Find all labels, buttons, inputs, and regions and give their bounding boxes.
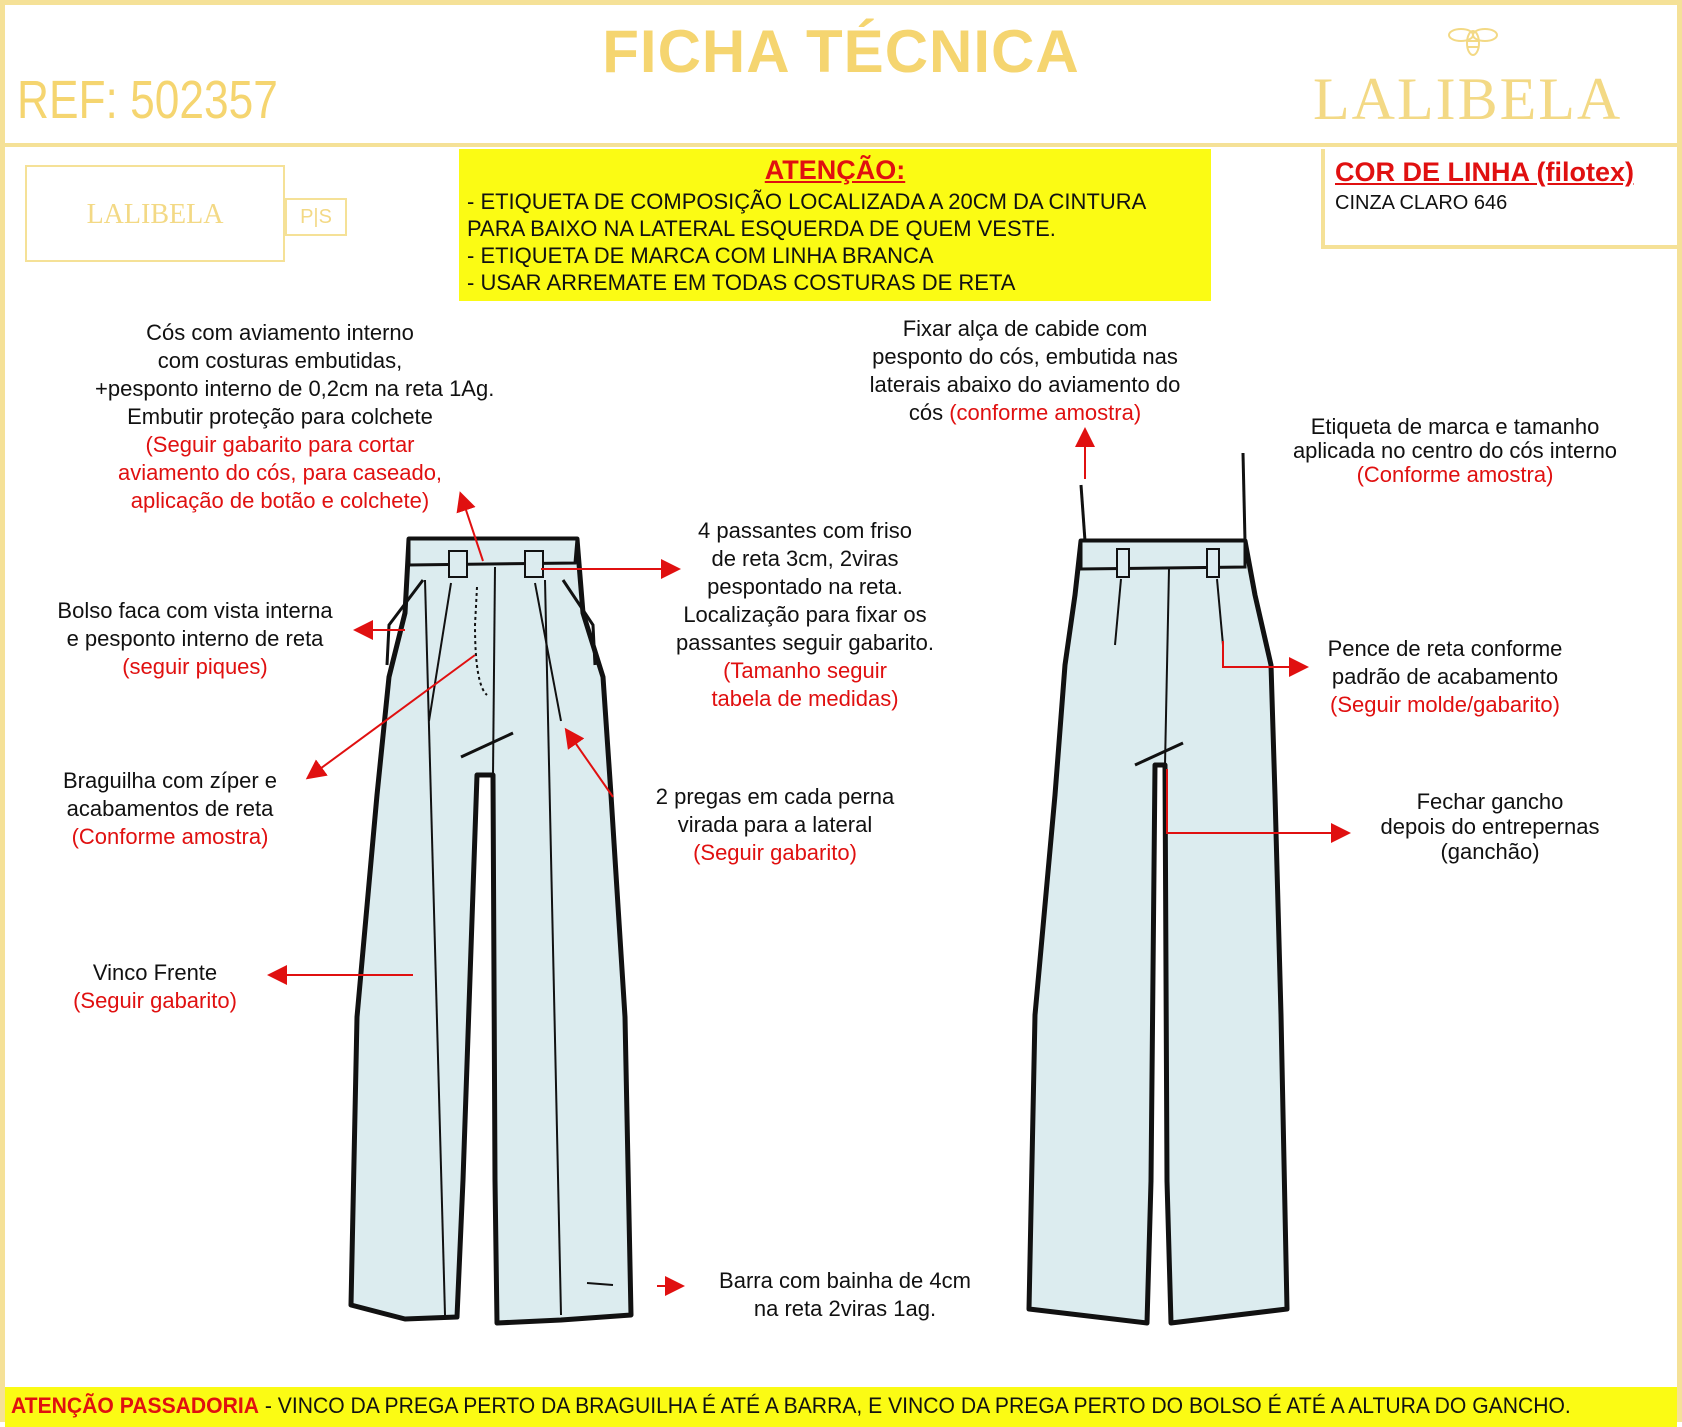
note-line [845, 399, 1205, 427]
crotch-note [1345, 789, 1635, 864]
note-line: (Seguir gabarito) [693, 840, 857, 865]
hanger-loop-note [845, 315, 1205, 427]
belt-loops-note [655, 517, 955, 713]
note-line: 4 passantes com friso [698, 518, 912, 543]
note-line: passantes seguir gabarito. [675, 630, 935, 655]
note-segment: cós [908, 400, 950, 425]
note-line: aplicada no centro do cós interno [1292, 438, 1618, 463]
note-line: com costuras embutidas, [157, 348, 403, 373]
attention-line: PARA BAIXO NA LATERAL ESQUERDA DE QUEM VESTE. [467, 216, 1056, 241]
footer-note [11, 1393, 1571, 1419]
footer-title: ATENÇÃO PASSADORIA [11, 1393, 259, 1418]
note-line: depois do entrepernas [1380, 814, 1600, 839]
attention-line: - ETIQUETA DE COMPOSIÇÃO LOCALIZADA A 20CM DA CINTURA [467, 189, 1147, 214]
note-line: (Seguir gabarito para cortar [145, 432, 415, 457]
hem-note [695, 1267, 995, 1323]
dart-note [1305, 635, 1585, 719]
note-line: Pence de reta conforme [1327, 636, 1563, 661]
note-line: (seguir piques) [122, 654, 268, 679]
note-line: Etiqueta de marca e tamanho [1310, 414, 1600, 439]
note-line: padrão de acabamento [1331, 664, 1559, 689]
note-line: Fechar gancho [1416, 789, 1564, 814]
note-segment: (conforme amostra) [949, 400, 1142, 425]
note-line: (Conforme amostra) [1356, 462, 1554, 487]
note-line: Fixar alça de cabide com [902, 316, 1148, 341]
note-line: (Tamanho seguir [723, 658, 887, 683]
label-brand: LALIBELA [86, 199, 224, 230]
attention-line: - ETIQUETA DE MARCA COM LINHA BRANCA [467, 243, 934, 268]
note-line: Localização para fixar os [683, 602, 927, 627]
note-line: e pesponto interno de reta [66, 626, 324, 651]
note-line: 2 pregas em cada perna [655, 784, 895, 809]
note-line: virada para a lateral [677, 812, 873, 837]
note-line: tabela de medidas) [711, 686, 899, 711]
attention-title: ATENÇÃO: [764, 155, 906, 185]
brand-label-note [1265, 415, 1645, 487]
note-line: Bolso faca com vista interna [57, 598, 333, 623]
note-line: aviamento do cós, para caseado, [117, 460, 443, 485]
page-title: FICHA TÉCNICA [602, 18, 1080, 85]
note-line: (ganchão) [1440, 839, 1540, 864]
reference-number: REF: 502357 [17, 70, 278, 130]
note-line: laterais abaixo do aviamento do [869, 372, 1181, 397]
note-line: de reta 3cm, 2viras [711, 546, 899, 571]
thread-value: CINZA CLARO 646 [1335, 192, 1508, 214]
note-line: (Seguir gabarito) [73, 988, 237, 1013]
note-line: Vinco Frente [92, 960, 218, 985]
note-line: +pesponto interno de 0,2cm na reta 1Ag. [95, 376, 495, 401]
pocket-note [35, 597, 355, 681]
footer-text: - VINCO DA PREGA PERTO DA BRAGUILHA É ATÉ A BARRA, E VINCO DA PREGA PERTO DO BOLSO É ATÉ A ALTURA DO GANCHO. [258, 1393, 1571, 1418]
note-line: (Conforme amostra) [71, 824, 269, 849]
note-line: pesponto do cós, embutida nas [872, 344, 1178, 369]
waistband-note [95, 319, 495, 515]
size-label: P|S [285, 198, 347, 236]
thread-title: COR DE LINHA (filotex) [1335, 157, 1634, 187]
brand-logo: LALIBELA [1313, 66, 1623, 132]
note-line: pespontado na reta. [707, 574, 903, 599]
note-line: Cós com aviamento interno [146, 320, 414, 345]
crease-note [45, 959, 265, 1015]
note-line: Barra com bainha de 4cm [719, 1268, 971, 1293]
note-line: (Seguir molde/gabarito) [1330, 692, 1560, 717]
attention-line: - USAR ARREMATE EM TODAS COSTURAS DE RETA [467, 270, 1016, 295]
note-line: na reta 2viras 1ag. [753, 1296, 937, 1321]
note-line: aplicação de botão e colchete) [130, 488, 430, 513]
pleats-note [635, 783, 915, 867]
note-line: Braguilha com zíper e [63, 768, 277, 793]
back-trousers-drawing [1029, 453, 1287, 1323]
fly-note [45, 767, 295, 851]
front-trousers-drawing [351, 539, 631, 1323]
note-line: Embutir proteção para colchete [127, 404, 433, 429]
note-line: acabamentos de reta [66, 796, 274, 821]
